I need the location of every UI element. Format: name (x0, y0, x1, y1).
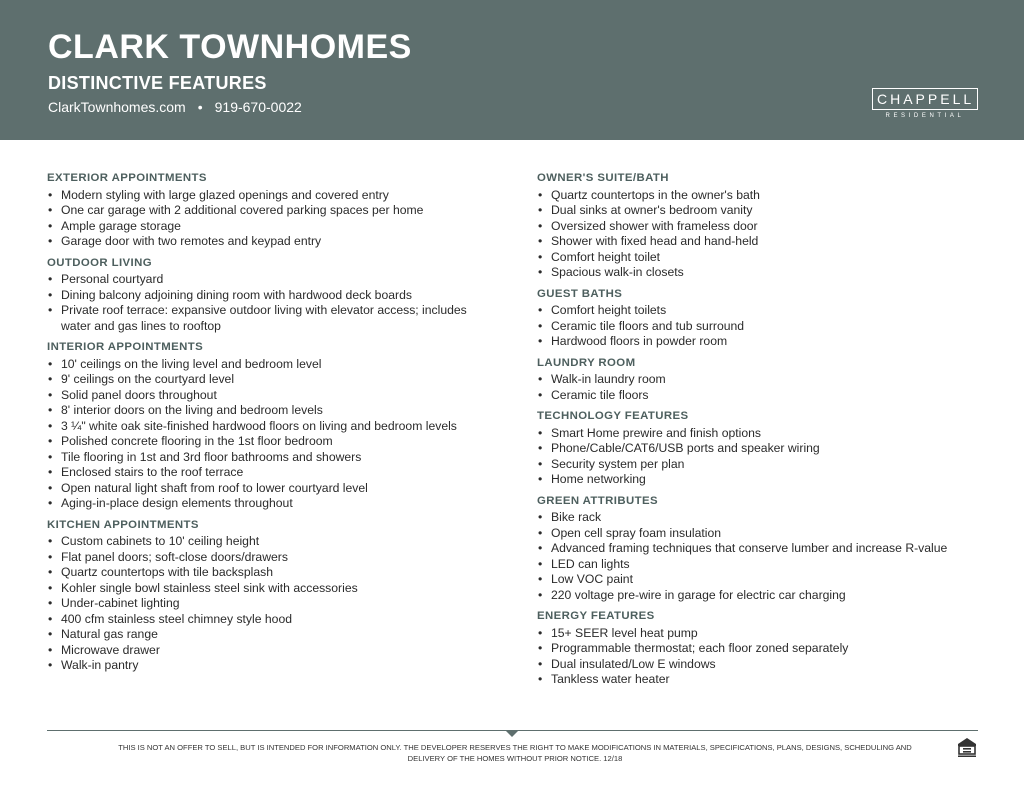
header-banner (0, 0, 1024, 140)
feature-item: • Open cell spray foam insulation (537, 526, 967, 542)
feature-item: • Solid panel doors throughout (47, 388, 477, 404)
feature-item: • Oversized shower with frameless door (537, 219, 967, 235)
left-feature-column (47, 171, 477, 680)
feature-section (537, 356, 967, 404)
feature-list (537, 372, 967, 403)
feature-item: • Home networking (537, 472, 967, 488)
feature-item: • Quartz countertops in the owner's bath (537, 188, 967, 204)
feature-item: • Dual insulated/Low E windows (537, 657, 967, 673)
feature-list (47, 357, 477, 512)
feature-item: • Shower with fixed head and hand-held (537, 234, 967, 250)
feature-item: • Low VOC paint (537, 572, 967, 588)
feature-item: • Dining balcony adjoining dining room with hardwood deck boards (47, 288, 477, 304)
feature-item: • Ceramic tile floors (537, 388, 967, 404)
feature-item: • Enclosed stairs to the roof terrace (47, 465, 477, 481)
section-heading: ENERGY FEATURES (537, 610, 655, 622)
feature-item: • 8' interior doors on the living and bedroom levels (47, 403, 477, 419)
feature-list (47, 272, 477, 334)
section-heading: OWNER'S SUITE/BATH (537, 172, 669, 184)
feature-section (537, 171, 967, 281)
feature-item: • Walk-in pantry (47, 658, 477, 674)
feature-item: • 400 cfm stainless steel chimney style hood (47, 612, 477, 628)
feature-item: • Flat panel doors; soft-close doors/drawers (47, 550, 477, 566)
section-heading: KITCHEN APPOINTMENTS (47, 518, 199, 531)
feature-item: • Security system per plan (537, 457, 967, 473)
feature-item: • Programmable thermostat; each floor zoned separately (537, 641, 967, 657)
feature-list (537, 426, 967, 488)
feature-item: • Polished concrete flooring in the 1st floor bedroom (47, 434, 477, 450)
logo-name: CHAPPELL (872, 88, 978, 110)
feature-item: • 3 ¼" white oak site-finished hardwood floors on living and bedroom levels (47, 419, 477, 435)
feature-item: • Microwave drawer (47, 643, 477, 659)
feature-list (537, 303, 967, 350)
chappell-logo (872, 88, 978, 124)
feature-item: • Smart Home prewire and finish options (537, 426, 967, 442)
page-subtitle: DISTINCTIVE FEATURES (48, 73, 267, 93)
feature-item: • Comfort height toilet (537, 250, 967, 266)
feature-list (537, 188, 967, 281)
section-heading: OUTDOOR LIVING (47, 256, 152, 269)
feature-item: • 10' ceilings on the living level and bedroom level (47, 357, 477, 373)
feature-item: • Garage door with two remotes and keypad entry (47, 234, 477, 250)
section-heading: INTERIOR APPOINTMENTS (47, 341, 204, 353)
feature-section (537, 494, 967, 604)
section-heading: TECHNOLOGY FEATURES (537, 410, 689, 422)
feature-item: • Ample garage storage (47, 219, 477, 235)
feature-item: • Private roof terrace: expansive outdoor living with elevator access; includes water and gas lines to rooftop (47, 303, 477, 334)
feature-item: • Kohler single bowl stainless steel sink with accessories (47, 581, 477, 597)
equal-housing-opportunity-icon (956, 736, 978, 758)
feature-list (47, 188, 477, 250)
feature-section (47, 340, 477, 512)
page-title: CLARK TOWNHOMES (48, 28, 412, 66)
feature-section (537, 409, 967, 488)
feature-item: • Personal courtyard (47, 272, 477, 288)
feature-item: • Comfort height toilets (537, 303, 967, 319)
feature-item: • Aging-in-place design elements throughout (47, 496, 477, 512)
feature-section (47, 171, 477, 250)
feature-item: • Spacious walk-in closets (537, 265, 967, 281)
contact-separator: • (197, 99, 203, 115)
feature-list (537, 510, 967, 603)
feature-item: • LED can lights (537, 557, 967, 573)
feature-item: • Hardwood floors in powder room (537, 334, 967, 350)
feature-item: • Under-cabinet lighting (47, 596, 477, 612)
feature-item: • One car garage with 2 additional covered parking spaces per home (47, 203, 477, 219)
logo-subtitle: RESIDENTIAL (885, 113, 965, 119)
section-heading: GREEN ATTRIBUTES (537, 494, 658, 507)
feature-item: • 220 voltage pre-wire in garage for electric car charging (537, 588, 967, 604)
feature-item: • 15+ SEER level heat pump (537, 626, 967, 642)
phone-number: 919-670-0022 (214, 99, 302, 115)
feature-item: • Quartz countertops with tile backsplash (47, 565, 477, 581)
section-heading: EXTERIOR APPOINTMENTS (47, 172, 207, 184)
divider-notch (506, 731, 518, 737)
feature-section (47, 518, 477, 674)
feature-section (47, 256, 477, 335)
feature-item: • Modern styling with large glazed openings and covered entry (47, 188, 477, 204)
feature-item: • 9' ceilings on the courtyard level (47, 372, 477, 388)
feature-item: • Phone/Cable/CAT6/USB ports and speaker wiring (537, 441, 967, 457)
feature-item: • Advanced framing techniques that conserve lumber and increase R-value (537, 541, 967, 557)
feature-item: • Walk-in laundry room (537, 372, 967, 388)
feature-list (47, 534, 477, 674)
footer-disclaimer: THIS IS NOT AN OFFER TO SELL, BUT IS INTENDED FOR INFORMATION ONLY. THE DEVELOPER RESERVES THE RIGHT TO MAKE MODIFICATIONS IN MATERIALS, SPECIFICATIONS, PLANS, DESIGNS, SCHEDULING AND DELIVERY OF THE HOMES WITHOUT PRIOR NOTICE. 12/18 (118, 743, 912, 763)
feature-item: • Custom cabinets to 10' ceiling height (47, 534, 477, 550)
feature-item: • Tankless water heater (537, 672, 967, 688)
feature-section (537, 287, 967, 350)
section-heading: GUEST BATHS (537, 287, 623, 300)
feature-item: • Open natural light shaft from roof to lower courtyard level (47, 481, 477, 497)
feature-item: • Ceramic tile floors and tub surround (537, 319, 967, 335)
feature-section (537, 609, 967, 688)
feature-list (537, 626, 967, 688)
section-heading: LAUNDRY ROOM (537, 356, 636, 369)
feature-item: • Bike rack (537, 510, 967, 526)
right-feature-column (537, 171, 967, 694)
feature-item: • Natural gas range (47, 627, 477, 643)
website-text: ClarkTownhomes.com (48, 99, 186, 115)
contact-line (48, 99, 302, 115)
feature-item: • Dual sinks at owner's bedroom vanity (537, 203, 967, 219)
feature-item: • Tile flooring in 1st and 3rd floor bathrooms and showers (47, 450, 477, 466)
